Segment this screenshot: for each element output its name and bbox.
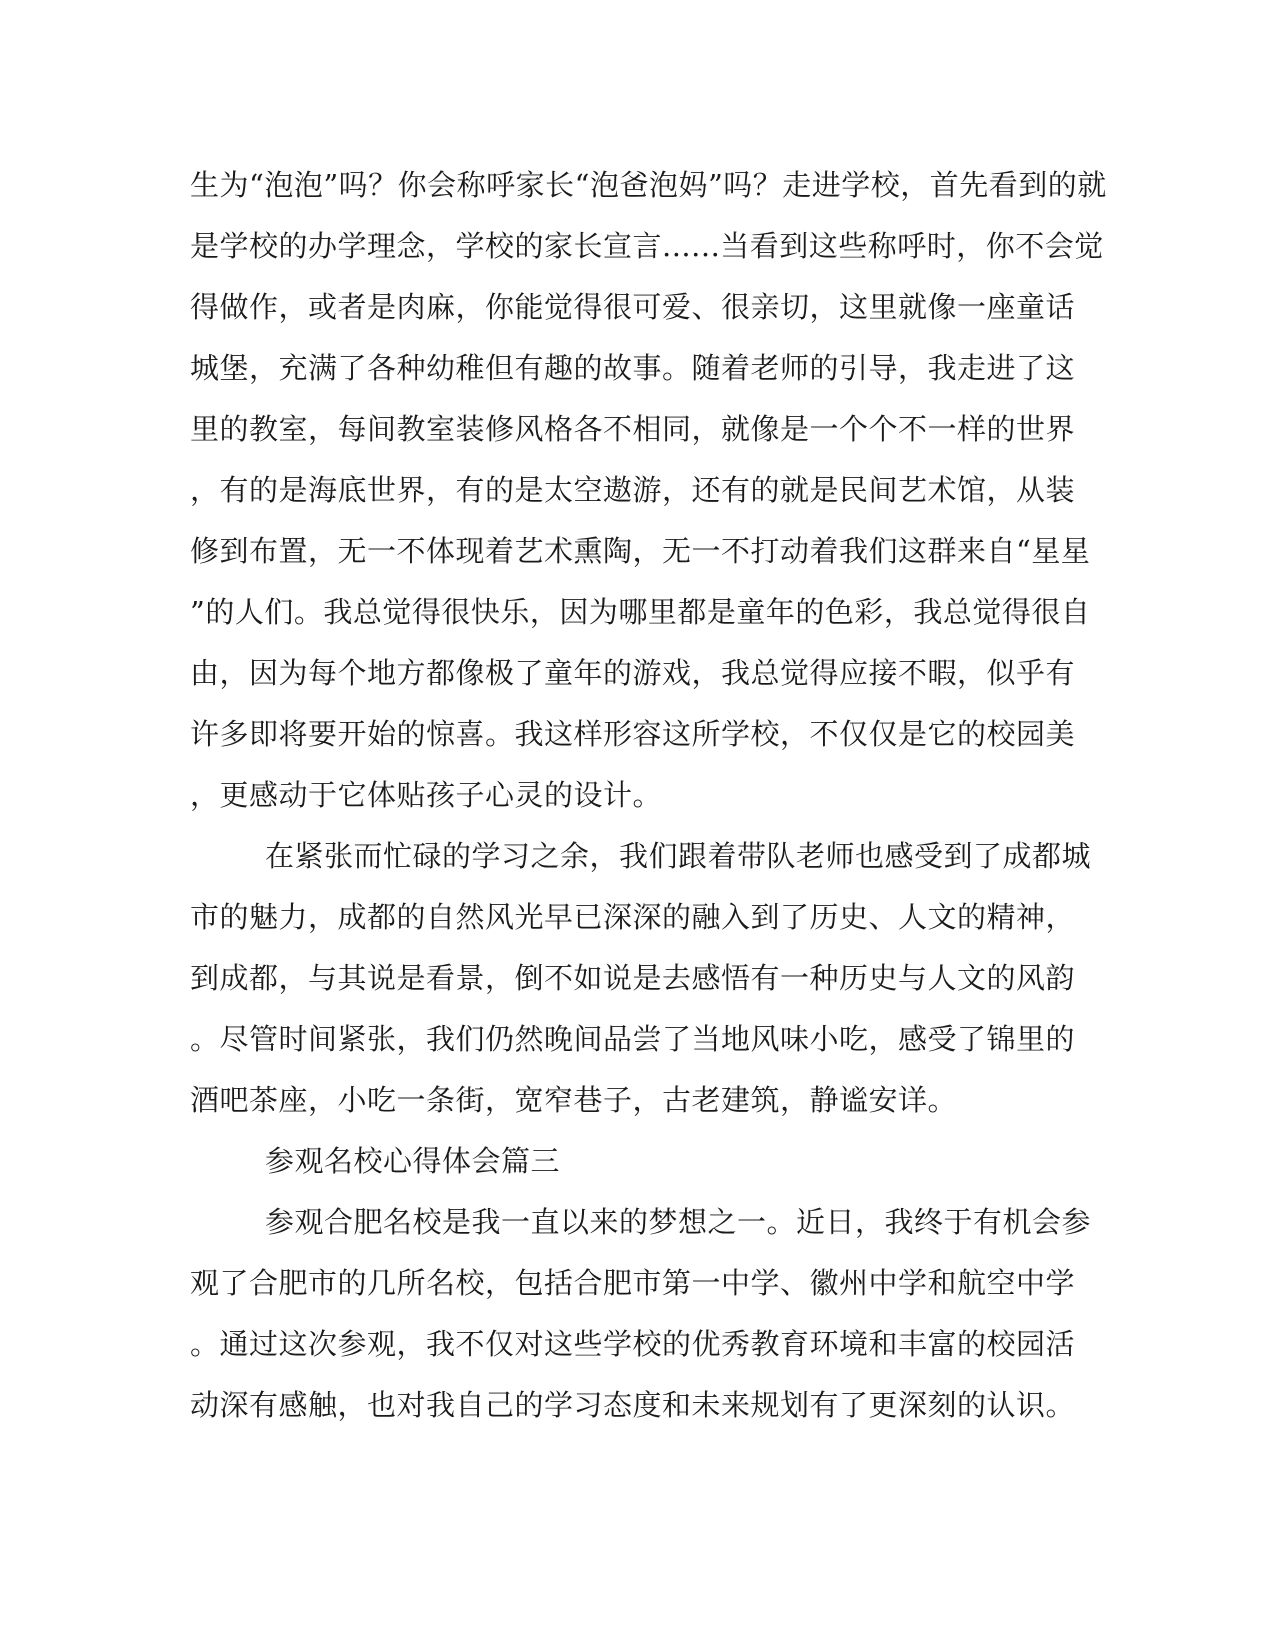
text-line: 生为“泡泡”吗？你会称呼家长“泡爸泡妈”吗？走进学校，首先看到的就 — [190, 168, 1107, 202]
text-line: 。通过这次参观，我不仅对这些学校的优秀教育环境和丰富的校园活 — [190, 1327, 1076, 1361]
text-line: 动深有感触，也对我自己的学习态度和未来规划有了更深刻的认识。 — [190, 1388, 1076, 1422]
text-line: 许多即将要开始的惊喜。我这样形容这所学校，不仅仅是它的校园美 — [190, 717, 1076, 751]
text-line: 到成都，与其说是看景，倒不如说是去感悟有一种历史与人文的风韵 — [190, 961, 1076, 995]
text-line: 里的教室，每间教室装修风格各不相同，就像是一个个不一样的世界 — [190, 412, 1076, 446]
text-line: 得做作，或者是肉麻，你能觉得很可爱、很亲切，这里就像一座童话 — [190, 290, 1076, 324]
document-body — [190, 155, 1107, 1436]
paragraph-start-line: 参观合肥名校是我一直以来的梦想之一。近日，我终于有机会参 — [265, 1205, 1092, 1239]
text-line: 修到布置，无一不体现着艺术熏陶，无一不打动着我们这群来自“星星 — [190, 534, 1091, 568]
text-line: 酒吧茶座，小吃一条街，宽窄巷子，古老建筑，静谧安详。 — [190, 1083, 958, 1117]
text-line: 由，因为每个地方都像极了童年的游戏，我总觉得应接不暇，似乎有 — [190, 656, 1076, 690]
section-heading: 参观名校心得体会篇三 — [265, 1144, 561, 1178]
text-line: 城堡，充满了各种幼稚但有趣的故事。随着老师的引导，我走进了这 — [190, 351, 1076, 385]
text-line: ”的人们。我总觉得很快乐，因为哪里都是童年的色彩，我总觉得很自 — [190, 595, 1091, 629]
paragraph-start-line: 在紧张而忙碌的学习之余，我们跟着带队老师也感受到了成都城 — [265, 839, 1092, 873]
text-line: 。尽管时间紧张，我们仍然晚间品尝了当地风味小吃，感受了锦里的 — [190, 1022, 1076, 1056]
text-line: 是学校的办学理念，学校的家长宣言......当看到这些称呼时，你不会觉 — [190, 229, 1104, 263]
text-line: 市的魅力，成都的自然风光早已深深的融入到了历史、人文的精神， — [190, 900, 1076, 934]
text-line: 观了合肥市的几所名校，包括合肥市第一中学、徽州中学和航空中学 — [190, 1266, 1076, 1300]
text-line: ，有的是海底世界，有的是太空遨游，还有的就是民间艺术馆，从装 — [190, 473, 1076, 507]
text-line: ，更感动于它体贴孩子心灵的设计。 — [190, 778, 663, 812]
